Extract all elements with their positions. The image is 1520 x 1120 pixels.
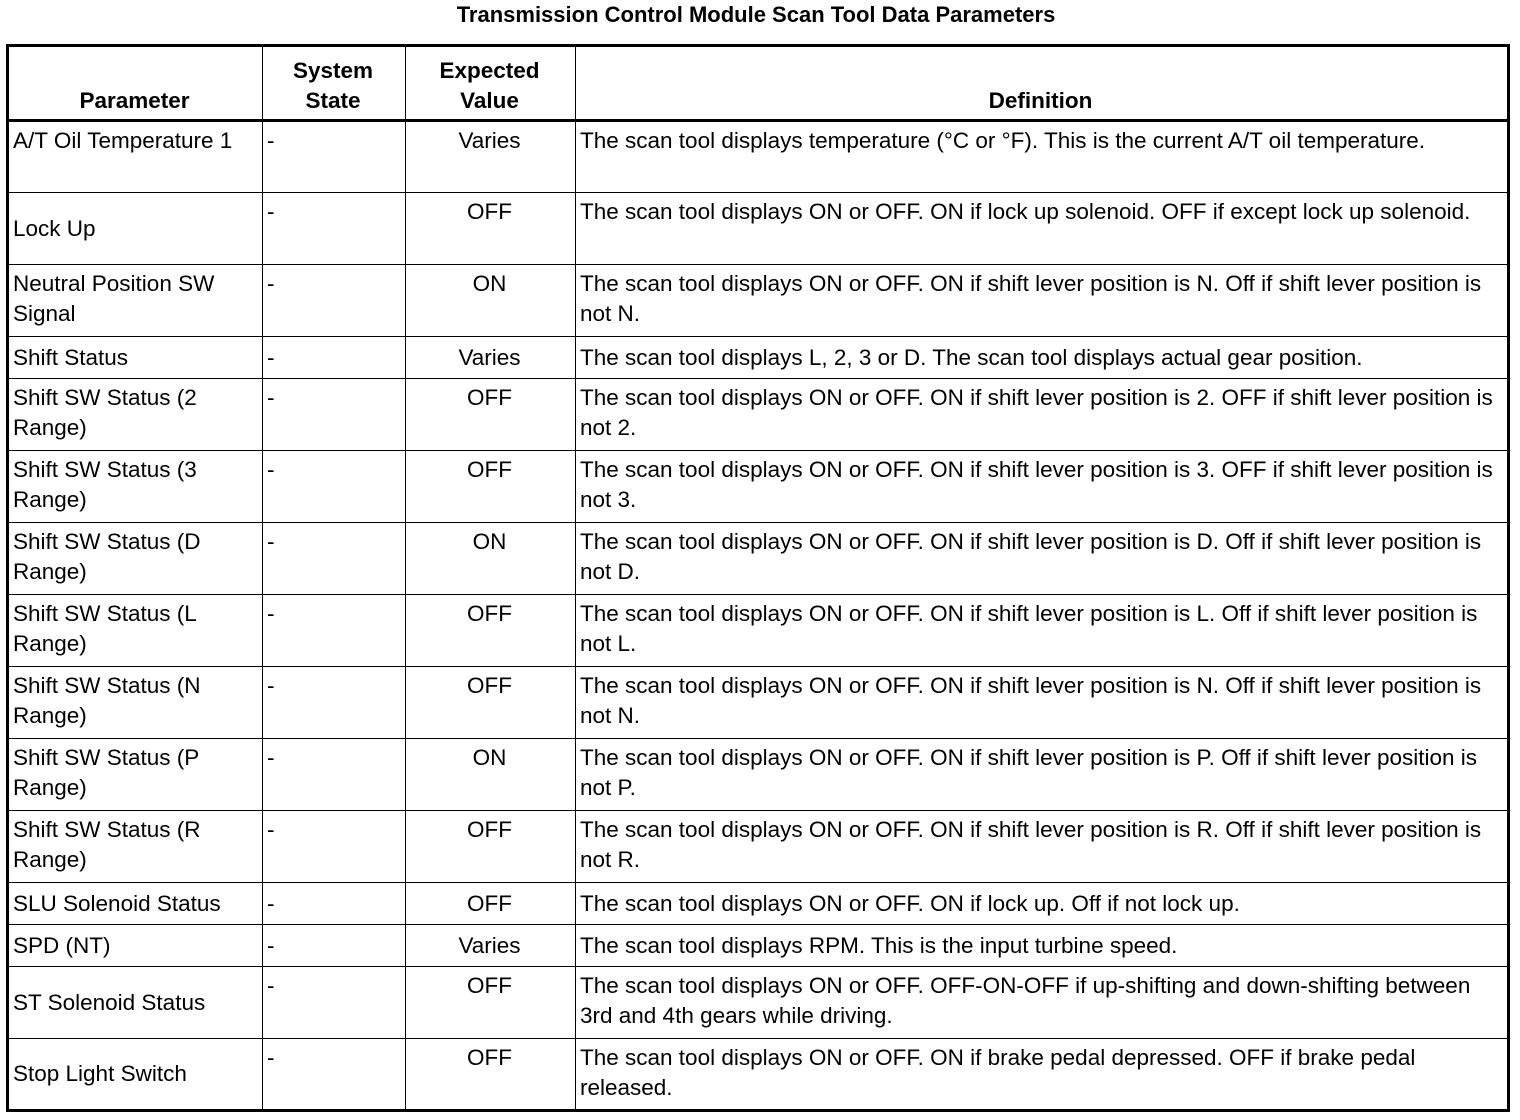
table-row <box>8 883 1509 925</box>
table-row <box>8 337 1509 379</box>
cell-parameter: Shift SW Status (L Range) <box>8 595 263 667</box>
cell-system-state: - <box>263 811 406 883</box>
page-title: Transmission Control Module Scan Tool Data Parameters <box>456 2 1056 27</box>
cell-parameter: SLU Solenoid Status <box>8 883 263 925</box>
table-row <box>8 967 1509 1039</box>
header-system-state: System State <box>263 46 406 121</box>
cell-expected-value: ON <box>406 739 576 811</box>
table-row <box>8 595 1509 667</box>
table-row <box>8 379 1509 451</box>
table-row <box>8 1039 1509 1111</box>
cell-definition: The scan tool displays ON or OFF. ON if shift lever position is R. Off if shift lever position is not R. <box>576 811 1509 883</box>
cell-definition: The scan tool displays ON or OFF. ON if brake pedal depressed. OFF if brake pedal released. <box>576 1039 1509 1111</box>
cell-parameter: ST Solenoid Status <box>8 967 263 1039</box>
cell-system-state: - <box>263 379 406 451</box>
cell-definition: The scan tool displays ON or OFF. ON if shift lever position is N. Off if shift lever position is not N. <box>576 667 1509 739</box>
cell-system-state: - <box>263 337 406 379</box>
cell-expected-value: OFF <box>406 967 576 1039</box>
cell-expected-value: OFF <box>406 811 576 883</box>
header-definition: Definition <box>576 46 1509 121</box>
cell-parameter: Shift SW Status (D Range) <box>8 523 263 595</box>
cell-expected-value: OFF <box>406 193 576 265</box>
cell-expected-value: OFF <box>406 379 576 451</box>
cell-expected-value: OFF <box>406 883 576 925</box>
cell-parameter: Shift Status <box>8 337 263 379</box>
cell-expected-value: OFF <box>406 667 576 739</box>
cell-parameter: Shift SW Status (3 Range) <box>8 451 263 523</box>
cell-definition: The scan tool displays ON or OFF. ON if shift lever position is N. Off if shift lever position is not N. <box>576 265 1509 337</box>
table-row <box>8 265 1509 337</box>
cell-system-state: - <box>263 451 406 523</box>
table-row <box>8 121 1509 193</box>
header-parameter: Parameter <box>8 46 263 121</box>
cell-expected-value: OFF <box>406 1039 576 1111</box>
cell-definition: The scan tool displays RPM. This is the input turbine speed. <box>576 925 1509 967</box>
cell-system-state: - <box>263 667 406 739</box>
table-body <box>8 121 1509 1111</box>
cell-system-state: - <box>263 967 406 1039</box>
cell-definition: The scan tool displays ON or OFF. ON if lock up. Off if not lock up. <box>576 883 1509 925</box>
table-header-row <box>8 46 1509 121</box>
cell-system-state: - <box>263 739 406 811</box>
cell-expected-value: OFF <box>406 451 576 523</box>
cell-definition: The scan tool displays temperature (°C or °F). This is the current A/T oil temperature. <box>576 121 1509 193</box>
table-row <box>8 739 1509 811</box>
cell-parameter: Shift SW Status (2 Range) <box>8 379 263 451</box>
cell-definition: The scan tool displays ON or OFF. ON if lock up solenoid. OFF if except lock up solenoid. <box>576 193 1509 265</box>
cell-definition: The scan tool displays ON or OFF. ON if shift lever position is D. Off if shift lever position is not D. <box>576 523 1509 595</box>
cell-definition: The scan tool displays L, 2, 3 or D. The scan tool displays actual gear position. <box>576 337 1509 379</box>
cell-expected-value: OFF <box>406 595 576 667</box>
cell-system-state: - <box>263 1039 406 1111</box>
cell-system-state: - <box>263 121 406 193</box>
table-row <box>8 667 1509 739</box>
table-row <box>8 451 1509 523</box>
table-row <box>8 925 1509 967</box>
cell-system-state: - <box>263 595 406 667</box>
header-expected-value: Expected Value <box>406 46 576 121</box>
cell-definition: The scan tool displays ON or OFF. ON if shift lever position is L. Off if shift lever position is not L. <box>576 595 1509 667</box>
parameters-table <box>6 44 1510 1112</box>
cell-parameter: A/T Oil Temperature 1 <box>8 121 263 193</box>
cell-parameter: Neutral Position SW Signal <box>8 265 263 337</box>
cell-system-state: - <box>263 193 406 265</box>
cell-expected-value: ON <box>406 265 576 337</box>
cell-parameter: Shift SW Status (R Range) <box>8 811 263 883</box>
cell-expected-value: Varies <box>406 337 576 379</box>
cell-parameter: Shift SW Status (P Range) <box>8 739 263 811</box>
cell-definition: The scan tool displays ON or OFF. ON if shift lever position is 3. OFF if shift lever position is not 3. <box>576 451 1509 523</box>
cell-expected-value: Varies <box>406 121 576 193</box>
cell-parameter: Shift SW Status (N Range) <box>8 667 263 739</box>
cell-system-state: - <box>263 523 406 595</box>
cell-expected-value: ON <box>406 523 576 595</box>
table-row <box>8 523 1509 595</box>
cell-parameter: SPD (NT) <box>8 925 263 967</box>
cell-parameter: Stop Light Switch <box>8 1039 263 1111</box>
cell-system-state: - <box>263 883 406 925</box>
cell-expected-value: Varies <box>406 925 576 967</box>
cell-definition: The scan tool displays ON or OFF. ON if shift lever position is 2. OFF if shift lever position is not 2. <box>576 379 1509 451</box>
table-row <box>8 193 1509 265</box>
cell-system-state: - <box>263 265 406 337</box>
table-row <box>8 811 1509 883</box>
cell-definition: The scan tool displays ON or OFF. OFF-ON-OFF if up-shifting and down-shifting between 3rd and 4th gears while driving. <box>576 967 1509 1039</box>
cell-parameter: Lock Up <box>8 193 263 265</box>
cell-definition: The scan tool displays ON or OFF. ON if shift lever position is P. Off if shift lever position is not P. <box>576 739 1509 811</box>
cell-system-state: - <box>263 925 406 967</box>
